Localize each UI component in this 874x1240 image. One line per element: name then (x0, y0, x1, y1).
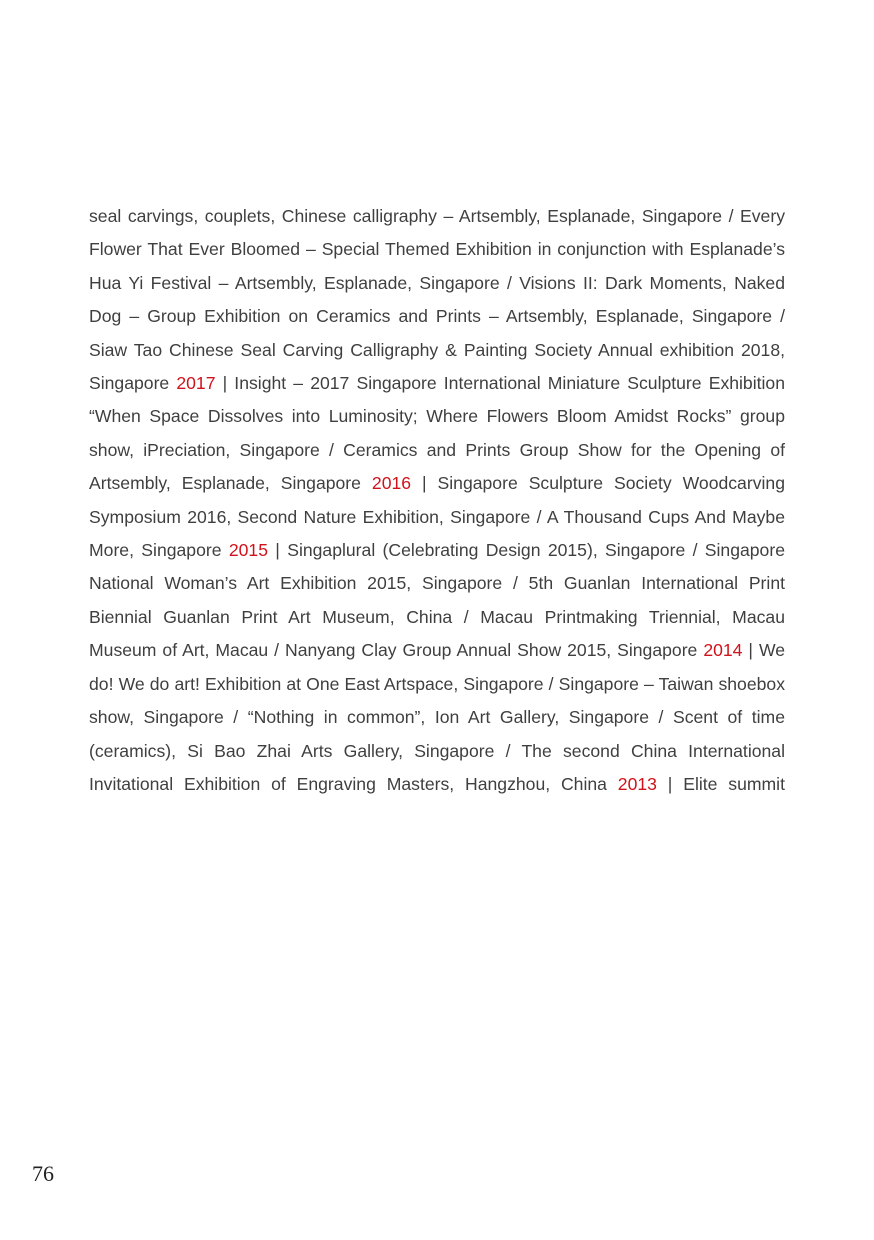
year-2017: 2017 (176, 373, 216, 394)
exhibition-history-paragraph (89, 200, 785, 801)
year-2013: 2013 (617, 773, 657, 794)
text-segment: | Singapore Sculpture Society Woodcarving Symposium 2016, Second Nature Exhibition, Singapore / A Thousand Cups And Maybe More, Singapore (89, 473, 785, 561)
text-segment: seal carvings, couplets, Chinese calligraphy – Artsembly, Esplanade, Singapore / Every Flower That Ever Bloomed – Special Themed Exhibition in conjunction with Esplanade’s Hua Yi Festival – Artsembly, Esplanade, Singapore / Visions II: Dark Moments, Naked Dog – Group Exhibition on Ceramics and Prints – Artsembly, Esplanade, Singapore / Siaw Tao Chinese Seal Carving Calligraphy & Painting Society Annual exhibition 2018, Singapore (89, 206, 785, 394)
year-2014: 2014 (703, 640, 743, 661)
page-number: 76 (32, 1161, 54, 1186)
text-segment: | Elite summit (656, 773, 785, 794)
year-2016: 2016 (371, 473, 412, 494)
text-segment: | Singaplural (Celebrating Design 2015), Singapore / Singapore National Woman’s Art Exhibition 2015, Singapore / 5th Guanlan International Print Biennial Guanlan Print Art Museum, China / Macau Printmaking Triennial, Macau Museum of Art, Macau / Nanyang Clay Group Annual Show 2015, Singapore (89, 540, 785, 661)
text-segment: | Insight – 2017 Singapore International Miniature Sculpture Exhibition “When Space Dissolves into Luminosity; Where Flowers Bloom Amidst Rocks” group show, iPreciation, Singapore / Ceramics and Prints Group Show for the Opening of Artsembly, Esplanade, Singapore (89, 373, 785, 494)
year-2015: 2015 (228, 540, 268, 561)
text-segment: | We do! We do art! Exhibition at One East Artspace, Singapore / Singapore – Taiwan shoebox show, Singapore / “Nothing in common”, Ion Art Gallery, Singapore / Scent of time (ceramics), Si Bao Zhai Arts Gallery, Singapore / The second China International Invitational Exhibition of Engraving Masters, Hangzhou, China (89, 640, 786, 794)
